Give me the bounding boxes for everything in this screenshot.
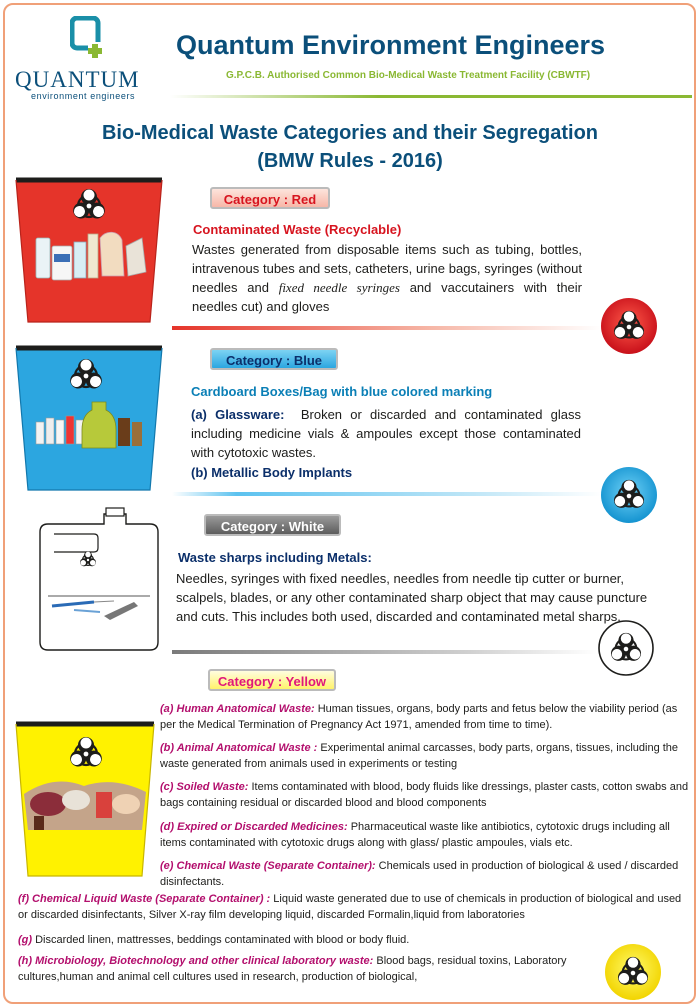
yellow-g-text: Discarded linen, mattresses, beddings contaminated with blood or body fluid. [35,934,410,946]
yellow-b-label: (b) Animal Anatomical Waste : [160,742,318,754]
blue-item-a [191,405,581,462]
page-title: Bio-Medical Waste Categories and their Segregation [101,122,599,144]
logo-subtext: environment engineers [31,91,136,101]
category-blue-label: Category : Blue [210,348,338,370]
yellow-bin-icon [14,720,156,880]
yellow-c-text: Items contaminated with blood, body fluids like dressings, plaster casts, cotton swabs and bags containing residual or discarded blood and blood components [160,781,689,809]
yellow-item-f [18,891,690,923]
white-divider-bar [172,650,597,654]
authorisation-text: G.P.C.B. Authorised Common Bio-Medical Waste Treatment Facility (CBWTF) [226,70,591,81]
red-subtitle: Contaminated Waste (Recyclable) [193,222,402,237]
yellow-e-label: (e) Chemical Waste (Separate Container): [160,860,376,872]
yellow-a-text: Human tissues, organs, body parts and fetus below the viability period (as per the Medical Termination of Pregnancy Act 1971, amended from time to time). [160,703,678,731]
yellow-g-label: (g) [18,934,33,946]
red-bin-icon [14,176,164,326]
white-description: Needles, syringes with fixed needles, needles from needle tip cutter or burner, scalpels, blades, or any other contaminated sharp object that may cause puncture and cuts. This includes both used, discarded and contaminated metal sharps. [176,571,648,624]
yellow-item-b [160,740,690,772]
yellow-item-a [160,701,690,733]
blue-divider-bar [172,492,602,496]
yellow-e-text: Chemicals used in production of biological & used / discarded disinfectants. [160,860,679,888]
page-subtitle: (BMW Rules - 2016) [257,150,443,172]
yellow-item-d [160,819,690,851]
category-white-label: Category : White [204,514,341,536]
yellow-a-label: (a) Human Anatomical Waste: [160,703,315,715]
blue-item-b: (b) Metallic Body Implants [191,465,353,480]
biohazard-icon [604,943,662,1001]
category-red-label: Category : Red [210,187,330,209]
logo-text: QUANTUM [15,67,140,92]
white-subtitle: Waste sharps including Metals: [178,550,372,565]
blue-a-label: (a) Glassware: [191,407,285,422]
yellow-f-text: Liquid waste generated due to use of chemicals in production of biological and used or discarded disinfectants, Silver X-ray film developing liquid, discarded Formalin,liquid from laboratories [18,893,682,921]
category-yellow-label: Category : Yellow [208,669,336,691]
blue-a-text: Broken or discarded and contaminated glass including medicine vials & ampoules except those contaminated with cytotoxic wastes. [191,407,581,460]
yellow-c-label: (c) Soiled Waste: [160,781,249,793]
red-description [192,240,582,316]
biohazard-icon [600,466,658,524]
company-name: Quantum Environment Engineers [176,30,606,60]
biohazard-icon [597,619,655,677]
yellow-d-label: (d) Expired or Discarded Medicines: [160,821,348,833]
red-divider-bar [172,326,602,330]
blue-bin-icon [14,344,164,494]
yellow-item-h [18,953,593,985]
yellow-item-e [160,858,690,890]
yellow-item-g [18,932,518,948]
yellow-f-label: (f) Chemical Liquid Waste (Separate Container) : [18,893,271,905]
red-text-before: Wastes generated from disposable items such as tubing, bottles, intravenous tubes and sets, catheters, urine bags, syringes (without needles and [192,242,582,295]
yellow-b-text: Experimental animal carcasses, body parts, organs, tissues, including the waste generated from animals used in experiments or testing [160,742,679,770]
blue-subtitle: Cardboard Boxes/Bag with blue colored marking [191,384,493,399]
biohazard-icon [600,297,658,355]
white-jerrycan-icon [34,506,164,652]
yellow-item-c [160,779,690,811]
quantum-q-logo-icon [70,16,104,60]
yellow-h-label: (h) Microbiology, Biotechnology and other clinical laboratory waste: [18,955,374,967]
yellow-d-text: Pharmaceutical waste like antibiotics, cytotoxic drugs including all items contaminated with cytotoxic drugs along with glass/ plastic ampoules, vials etc. [160,821,670,849]
red-text-italic: fixed needle syringes [278,280,400,295]
red-text-after: and vaccutainers with their needles cut) and gloves [192,280,582,314]
header-divider [170,95,692,98]
yellow-h-text: Blood bags, residual toxins, Laboratory cultures,human and animal cell cultures used in research, production of biological, [18,955,567,983]
